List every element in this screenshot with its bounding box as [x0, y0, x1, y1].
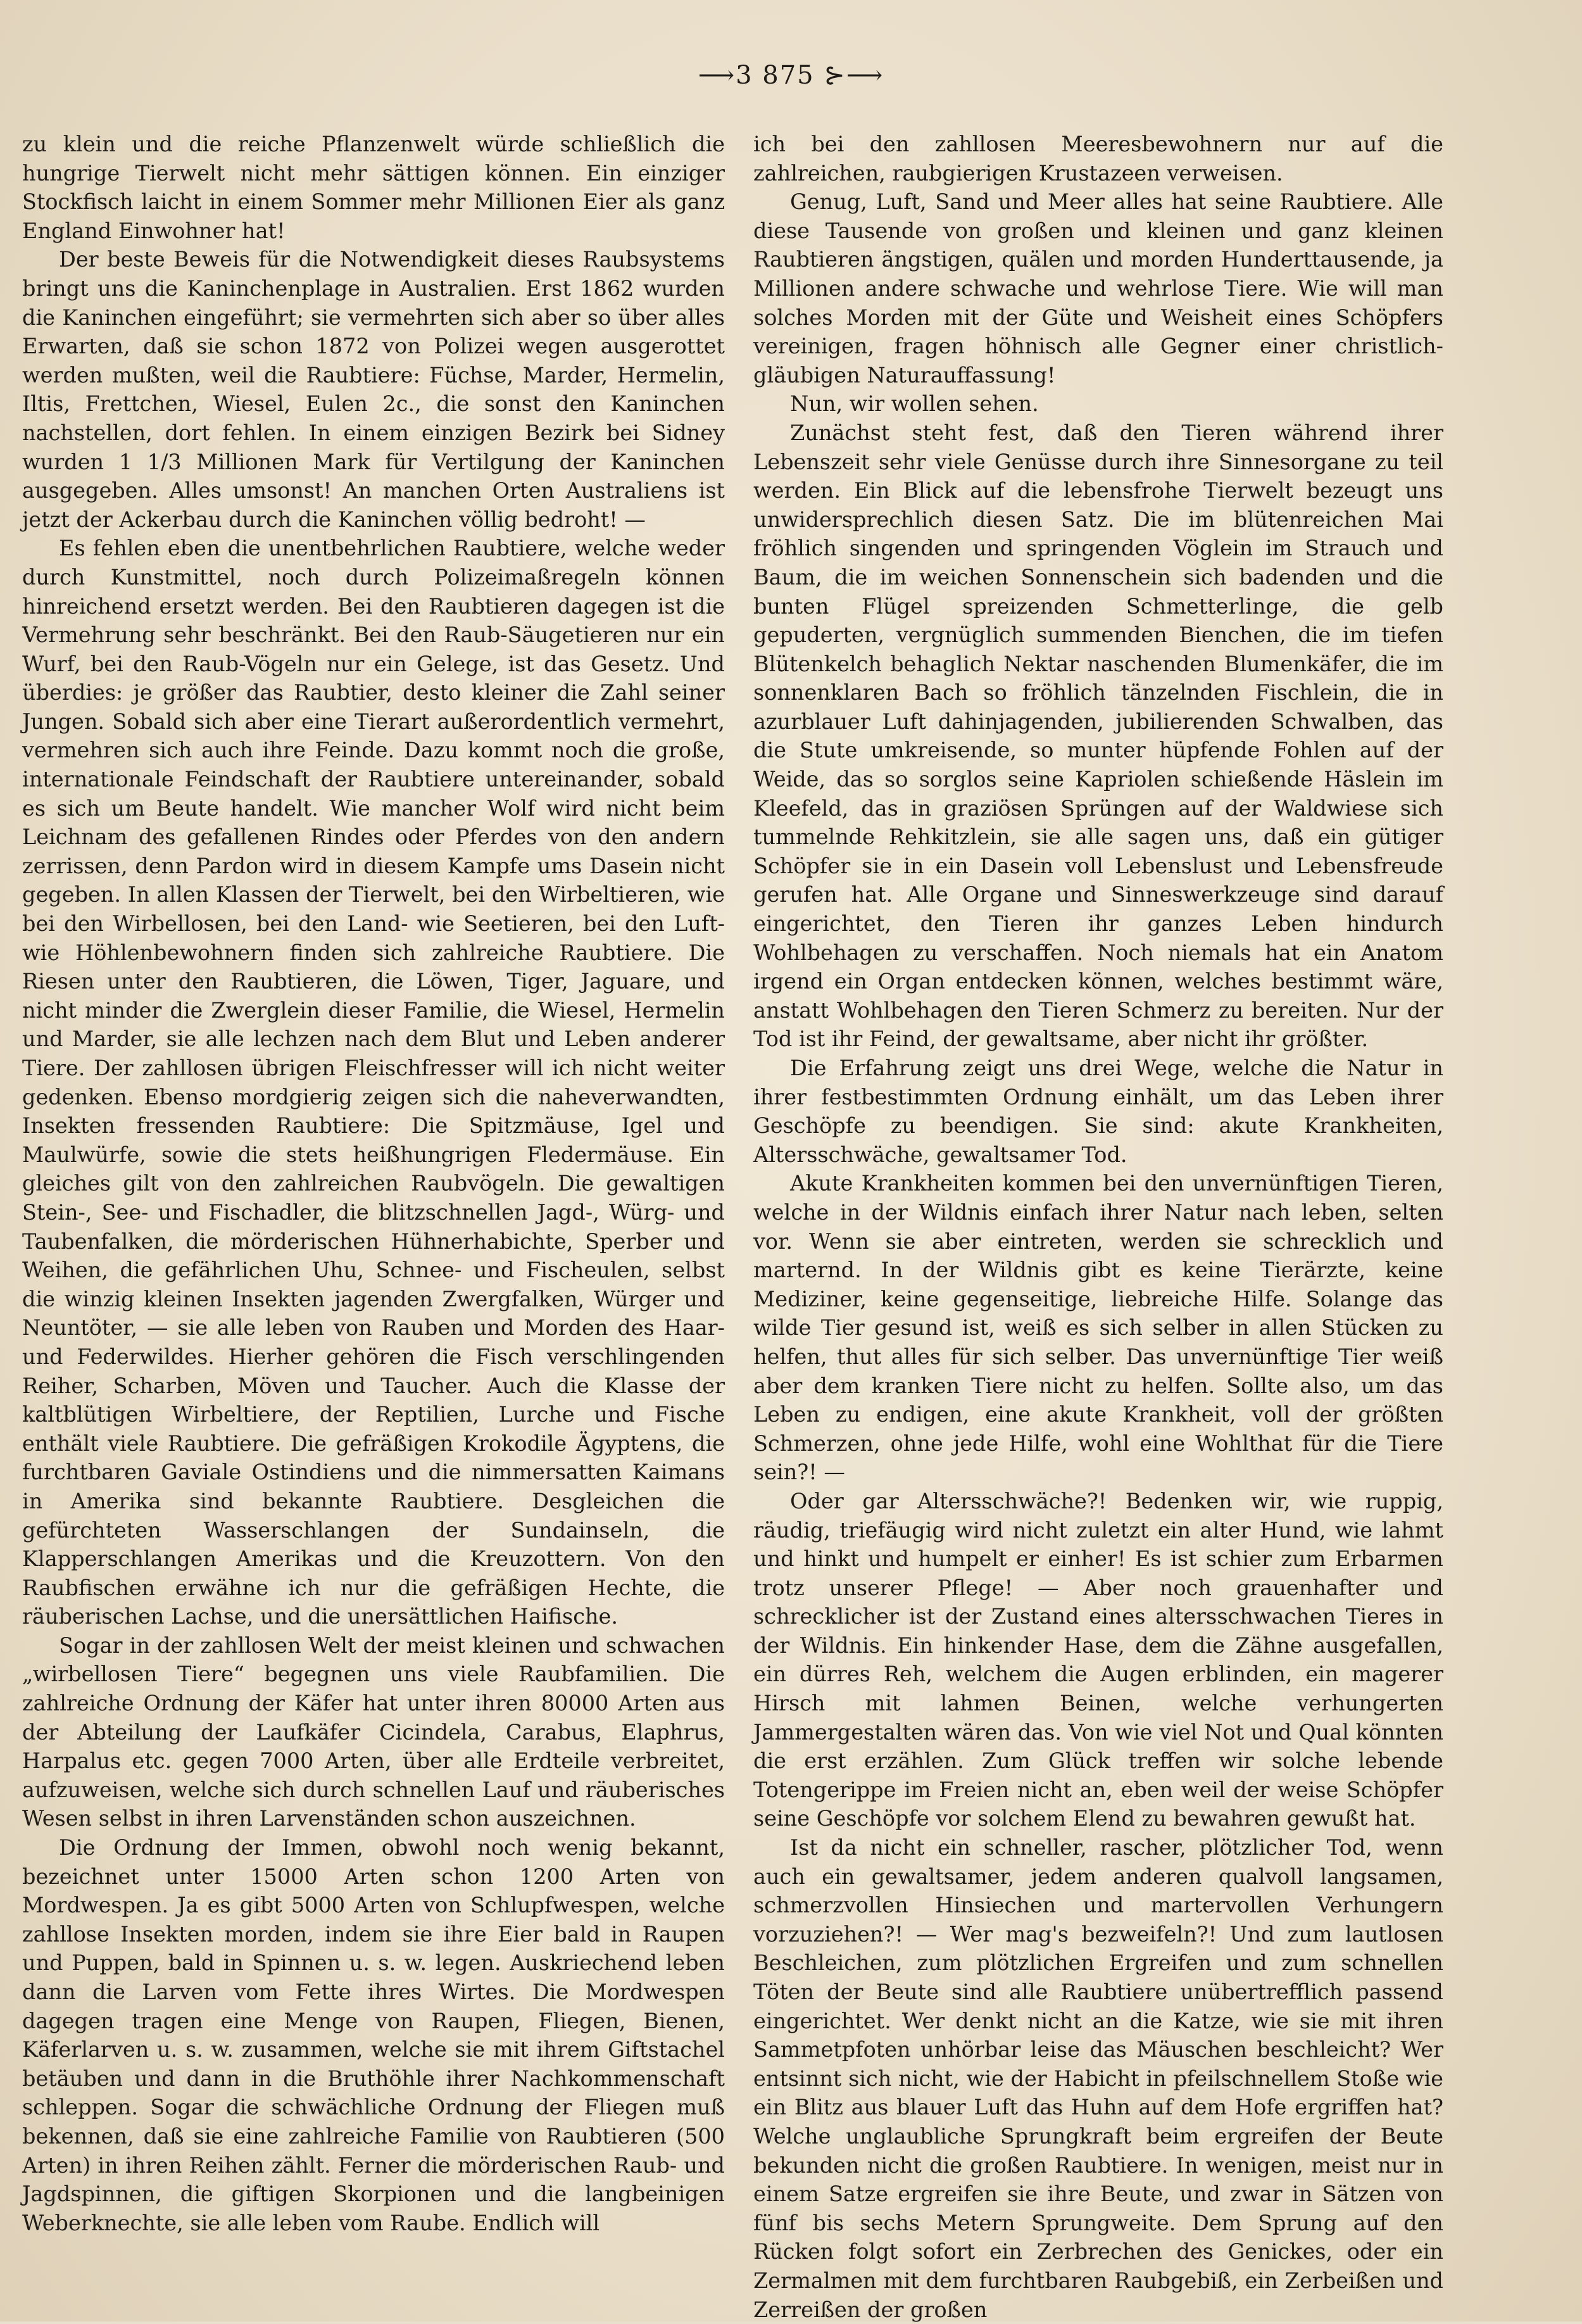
- paragraph: ich bei den zahllosen Meeresbewohnern nur auf die zahlreichen, raubgierigen Krustazeen verweisen.: [753, 132, 1443, 186]
- ornament-left: ⟶3: [698, 61, 753, 90]
- paragraph: Akute Krankheiten kommen bei den unvernünftigen Tieren, welche in der Wildnis einfach ihrer Natur nach leben, selten vor. Wenn sie aber eintreten, werden sie schrecklich und marternd. In der Wildnis gibt es keine Tierärzte, keine Mediziner, keine gegenseitige, liebreiche Hilfe. Solange das wilde Tier gesund ist, weiß es sich selber in allen Stücken zu helfen, thut alles für sich selber. Das unvernünftige Tier weiß aber dem kranken Tiere nicht zu helfen. Sollte also, um das Leben zu endigen, eine akute Krankheit, voll der größten Schmerzen, ohne jede Hilfe, wohl eine Wohlthat für die Tiere sein?! —: [753, 1171, 1443, 1485]
- paragraph: Die Erfahrung zeigt uns drei Wege, welche die Natur in ihrer festbestimmten Ordnung einhält, um das Leben ihrer Geschöpfe zu beendigen. Sie sind: akute Krankheiten, Altersschwäche, gewaltsamer Tod.: [753, 1056, 1443, 1167]
- paragraph: Oder gar Altersschwäche?! Bedenken wir, wie ruppig, räudig, triefäugig wird nicht zuletzt ein alter Hund, wie lahmt und hinkt und humpelt er einher! Es ist schier zum Erbarmen trotz unserer Pflege! — Aber noch grauenhafter und schrecklicher ist der Zustand eines altersschwachen Tieres in der Wildnis. Ein hinkender Hase, dem die Zähne ausgefallen, ein dürres Reh, welchem die Augen erblinden, ein magerer Hirsch mit lahmen Beinen, welche verhungerten Jammergestalten wären das. Von wie viel Not und Qual könnten die erst erzählen. Zum Glück treffen wir solche lebende Totengerippe im Freien nicht an, eben weil der weise Schöpfer seine Geschöpfe vor solchem Elend zu bewahren gewußt hat.: [753, 1488, 1443, 1831]
- ornament-right: ⊱⟶: [824, 61, 884, 90]
- paragraph: Sogar in der zahllosen Welt der meist kleinen und schwachen „wirbellosen Tiere“ begegnen uns viele Raubfamilien. Die zahlreiche Ordnung der Käfer hat unter ihren 80000 Arten aus der Abteilung der Laufkäfer Cicindela, Carabus, Elaphrus, Harpalus etc. gegen 7000 Arten, über alle Erdteile verbreitet, aufzuweisen, welche sich durch schnellen Lauf und räuberisches Wesen selbst in ihren Larvenständen schon auszeichnen.: [22, 1632, 725, 1831]
- page-number-header: [0, 61, 1582, 90]
- paragraph: Nun, wir wollen sehen.: [790, 391, 1039, 417]
- paragraph: Die Ordnung der Immen, obwohl noch wenig bekannt, bezeichnet unter 15000 Arten schon 1200 Arten von Mordwespen. Ja es gibt 5000 Arten von Schlupfwespen, welche zahllose Insekten morden, indem sie ihre Eier bald in Raupen und Puppen, bald in Spinnen u. s. w. legen. Auskriechend leben dann die Larven vom Fette ihres Wirtes. Die Mordwespen dagegen tragen eine Menge von Raupen, Fliegen, Bienen, Käferlarven u. s. w. zusammen, welche sie mit ihrem Giftstachel betäuben und dann in die Bruthöhle ihrer Nachkommenschaft schleppen. Sogar die schwächliche Ordnung der Fliegen muß bekennen, daß sie eine zahlreiche Familie von Raubtieren (500 Arten) in ihren Reihen zählt. Ferner die mörderischen Raub- und Jagdspinnen, die giftigen Skorpionen und die langbeinigen Weberknechte, sie alle leben vom Raube. Endlich will: [22, 1835, 725, 2235]
- page-number: 875: [762, 61, 815, 90]
- paragraph: Es fehlen eben die unentbehrlichen Raubtiere, welche weder durch Kunstmittel, noch durch Polizeimaßregeln können hinreichend ersetzt werden. Bei den Raubtieren dagegen ist die Vermehrung sehr beschränkt. Bei den Raub-Säugetieren nur ein Wurf, bei den Raub-Vögeln nur ein Gelege, ist das Gesetz. Und überdies: je größer das Raubtier, desto kleiner die Zahl seiner Jungen. Sobald sich aber eine Tierart außerordentlich vermehrt, vermehren sich auch ihre Feinde. Dazu kommt noch die große, internationale Feindschaft der Raubtiere untereinander, sobald es sich um Beute handelt. Wie mancher Wolf wird nicht beim Leichnam des gefallenen Rindes oder Pferdes von den andern zerrissen, denn Pardon wird in diesem Kampfe ums Dasein nicht gegeben. In allen Klassen der Tierwelt, bei den Wirbeltieren, wie bei den Wirbellosen, bei den Land- wie Seetieren, bei den Luft- wie Höhlenbewohnern finden sich zahlreiche Raubtiere. Die Riesen unter den Raubtieren, die Löwen, Tiger, Jaguare, und nicht minder die Zwerglein dieser Familie, die Wiesel, Hermelin und Marder, sie alle lechzen nach dem Blut und Leben anderer Tiere. Der zahllosen übrigen Fleischfresser will ich nicht weiter gedenken. Ebenso mordgierig zeigen sich die naheverwandten, Insekten fressenden Raubtiere: Die Spitzmäuse, Igel und Maulwürfe, sowie die stets heißhungrigen Fledermäuse. Ein gleiches gilt von den zahlreichen Raubvögeln. Die gewaltigen Stein-, See- und Fischadler, die blitzschnellen Jagd-, Würg- und Taubenfalken, die mörderischen Hühnerhabichte, Sperber und Weihen, die gefährlichen Uhu, Schnee- und Fischeulen, selbst die winzig kleinen Insekten jagenden Zwergfalken, Würger und Neuntöter, — sie alle leben von Rauben und Morden des Haar- und Federwildes. Hierher gehören die Fisch verschlingenden Reiher, Scharben, Möven und Taucher. Auch die Klasse der kaltblütigen Wirbeltiere, der Reptilien, Lurche und Fische enthält viele Raubtiere. Die gefräßigen Krokodile Ägyptens, die furchtbaren Gaviale Ostindiens und die nimmersatten Kaimans in Amerika sind bekannte Raubtiere. Desgleichen die gefürchteten Wasserschlangen der Sundainseln, die Klapperschlangen Amerikas und die Kreuzottern. Von den Raubfischen erwähne ich nur die gefräßigen Hechte, die räuberischen Lachse, und die unersättlichen Haifische.: [22, 536, 725, 1629]
- paragraph: zu klein und die reiche Pflanzenwelt würde schließlich die hungrige Tierwelt nicht mehr sättigen können. Ein einziger Stockfisch laicht in einem Sommer mehr Millionen Eier als ganz England Einwohner hat!: [22, 132, 725, 243]
- paragraph: Zunächst steht fest, daß den Tieren während ihrer Lebenszeit sehr viele Genüsse durch ihre Sinnesorgane zu teil werden. Ein Blick auf die lebensfrohe Tierwelt bezeugt uns unwidersprechlich diesen Satz. Die im blütenreichen Mai fröhlich singenden und springenden Vöglein im Strauch und Baum, die im weichen Sonnenschein sich badenden und die bunten Flügel spreizenden Schmetterlinge, die gelb gepuderten, vergnüglich summenden Bienchen, die im tiefen Blütenkelch behaglich Nektar naschenden Blumenkäfer, die im sonnenklaren Bach so fröhlich tänzelnden Fischlein, die in azurblauer Luft dahinjagenden, jubilierenden Schwalben, das die Stute umkreisende, so munter hüpfende Fohlen auf der Weide, das so sorglos seine Kapriolen schießende Häslein im Kleefeld, das in graziösen Sprüngen auf der Waldwiese sich tummelnde Rehkitzlein, sie alle sagen uns, daß ein gütiger Schöpfer sie in ein Dasein voll Lebenslust und Lebensfreude gerufen hat. Alle Organe und Sinneswerkzeuge sind darauf eingerichtet, den Tieren ihr ganzes Leben hindurch Wohlbehagen zu verschaffen. Noch niemals hat ein Anatom irgend ein Organ entdecken können, welches bestimmt wäre, anstatt Wohlbehagen den Tieren Schmerz zu bereiten. Nur der Tod ist ihr Feind, der gewaltsame, aber nicht ihr größter.: [753, 420, 1443, 1052]
- paragraph: Der beste Beweis für die Notwendigkeit dieses Raubsystems bringt uns die Kaninchenplage in Australien. Erst 1862 wurden die Kaninchen eingeführt; sie vermehrten sich aber so über alles Erwarten, daß sie schon 1872 von Polizei wegen ausgerottet werden mußten, weil die Raubtiere: Füchse, Marder, Hermelin, Iltis, Frettchen, Wiesel, Eulen 2c., die sonst den Kaninchen nachstellen, dort fehlen. In einem einzigen Bezirk bei Sidney wurden 1 1/3 Millionen Mark für Vertilgung der Kaninchen ausgegeben. Alles umsonst! An manchen Orten Australiens ist jetzt der Ackerbau durch die Kaninchen völlig bedroht! —: [22, 247, 725, 532]
- right-column: [753, 130, 1443, 2322]
- paragraph: Ist da nicht ein schneller, rascher, plötzlicher Tod, wenn auch ein gewaltsamer, jedem anderen qualvoll langsamen, schmerzvollen Hinsiechen und martervollen Verhungern vorzuziehen?! — Wer mag's bezweifeln?! Und zum lautlosen Beschleichen, zum plötzlichen Ergreifen und zum schnellen Töten der Beute sind alle Raubtiere unübertrefflich passend eingerichtet. Wer denkt nicht an die Katze, wie sie mit ihren Sammetpfoten unhörbar leise das Mäuschen beschleicht? Wer entsinnt sich nicht, wie der Habicht in pfeilschnellem Stoße wie ein Blitz aus blauer Luft das Huhn auf dem Hofe ergriffen hat? Welche unglaubliche Sprungkraft beim ergreifen der Beute bekunden nicht die großen Raubtiere. In wenigen, meist nur in einem Satze ergreifen sie ihre Beute, und zwar in Sätzen von fünf bis sechs Metern Sprungweite. Dem Sprung auf den Rücken folgt sofort ein Zerbrechen des Genickes, oder ein Zermalmen mit dem furchtbaren Raubgebiß, ein Zerbeißen und Zerreißen der großen: [753, 1835, 1443, 2322]
- paragraph: Genug, Luft, Sand und Meer alles hat seine Raubtiere. Alle diese Tausende von großen und kleinen und ganz kleinen Raubtieren ängstigen, quälen und morden Hunderttausende, ja Millionen andere schwache und wehrlose Tiere. Wie will man solches Morden mit der Güte und Weisheit eines Schöpfers vereinigen, fragen höhnisch alle Gegner einer christlich-gläubigen Naturauffassung!: [753, 189, 1443, 388]
- left-column: [22, 130, 725, 2296]
